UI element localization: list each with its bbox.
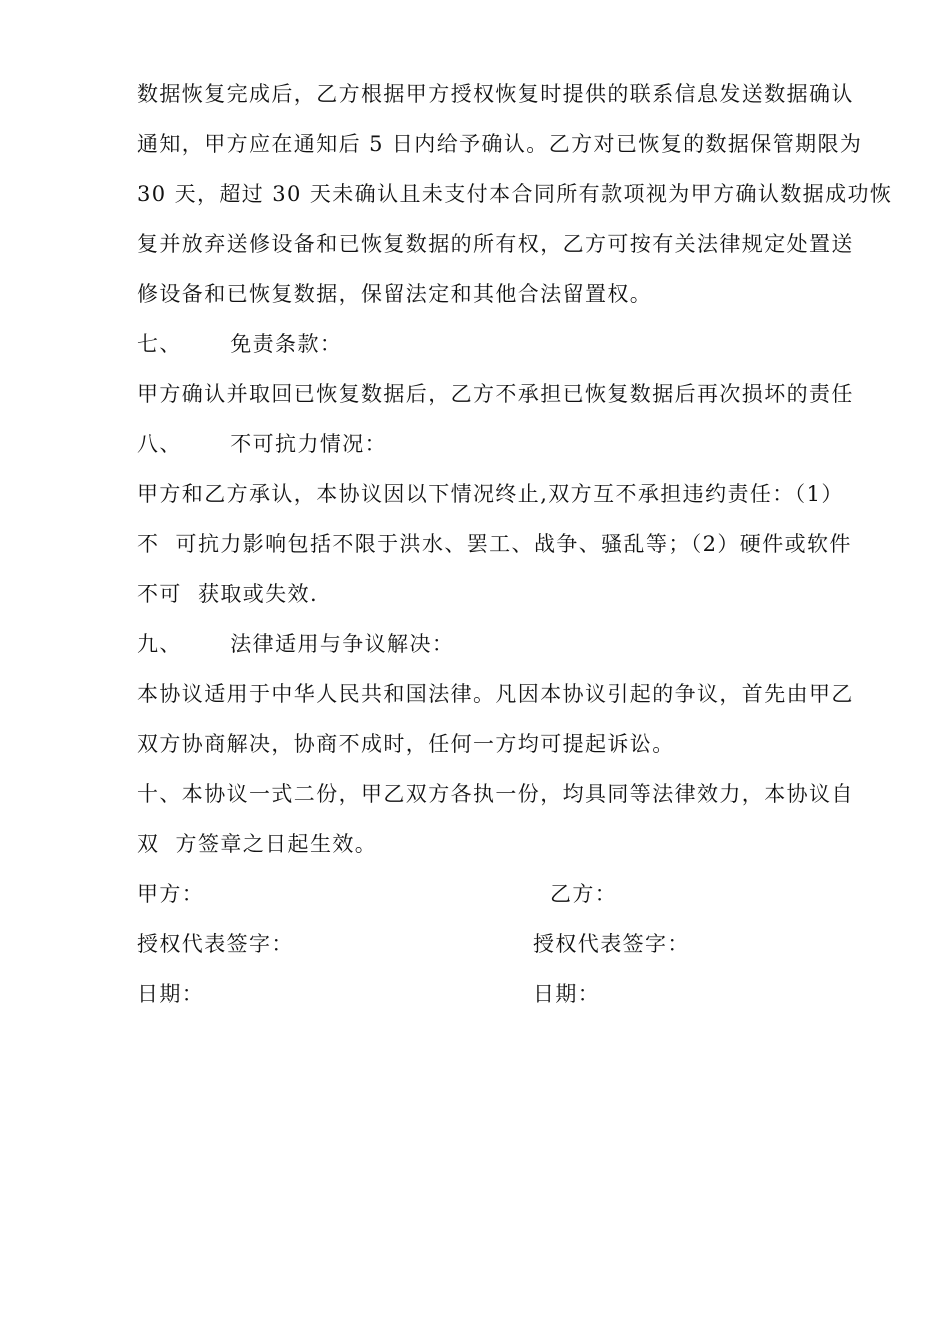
party-b-signature-label: 授权代表签字： xyxy=(533,932,690,956)
paragraph-line-14: 双方协商解决，协商不成时，任何一方均可提起诉讼。 xyxy=(137,732,675,756)
section-heading-8: 八、 不可抗力情况： xyxy=(137,432,388,456)
paragraph-line-4: 复并放弃送修设备和已恢复数据的所有权，乙方可按有关法律规定处置送 xyxy=(137,232,854,256)
party-a-signature-label: 授权代表签字： xyxy=(137,932,294,956)
paragraph-line-10: 不 可抗力影响包括不限于洪水、罢工、战争、骚乱等；（2）硬件或软件 xyxy=(137,532,852,556)
paragraph-line-1: 数据恢复完成后，乙方根据甲方授权恢复时提供的联系信息发送数据确认 xyxy=(137,82,854,106)
party-b-date-label: 日期： xyxy=(533,982,601,1006)
paragraph-line-7: 甲方确认并取回已恢复数据后，乙方不承担已恢复数据后再次损坏的责任 xyxy=(137,382,854,406)
section-heading-7: 七、 免责条款： xyxy=(137,332,343,356)
paragraph-line-3: 30 天，超过 30 天未确认且未支付本合同所有款项视为甲方确认数据成功恢 xyxy=(137,182,893,206)
party-a-date-label: 日期： xyxy=(137,982,205,1006)
paragraph-line-11: 不可 获取或失效. xyxy=(137,582,319,606)
paragraph-line-2: 通知，甲方应在通知后 5 日内给予确认。乙方对已恢复的数据保管期限为 xyxy=(137,132,863,156)
section-heading-10: 十、本协议一式二份，甲乙双方各执一份，均具同等法律效力，本协议自 xyxy=(137,782,854,806)
paragraph-line-5: 修设备和已恢复数据，保留法定和其他合法留置权。 xyxy=(137,282,653,306)
party-b-label: 乙方： xyxy=(550,882,618,906)
paragraph-line-16: 双 方签章之日起生效。 xyxy=(137,832,378,856)
paragraph-line-13: 本协议适用于中华人民共和国法律。凡因本协议引起的争议，首先由甲乙 xyxy=(137,682,854,706)
paragraph-line-9: 甲方和乙方承认，本协议因以下情况终止,双方互不承担违约责任：（1） xyxy=(137,482,844,506)
section-heading-9: 九、 法律适用与争议解决： xyxy=(137,632,455,656)
party-a-label: 甲方： xyxy=(137,882,205,906)
